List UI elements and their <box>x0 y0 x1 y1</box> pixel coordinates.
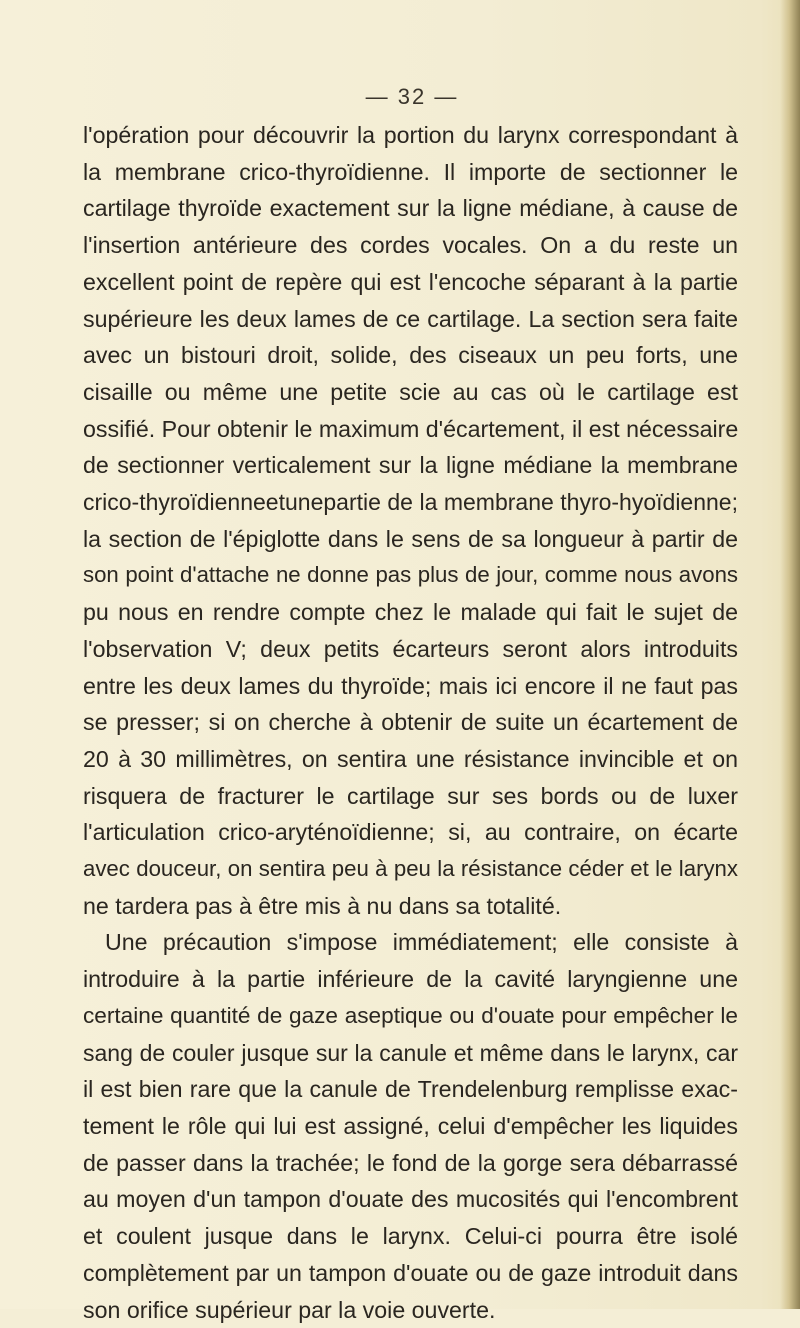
text-line: l'insertion antérieure des cordes vocales. On a du reste un <box>83 227 738 264</box>
text-line: son orifice supérieur par la voie ouverte. <box>83 1292 738 1328</box>
text-line: tement le rôle qui lui est assigné, celui d'empêcher les liquides <box>83 1108 738 1145</box>
text-line: l'observation V; deux petits écarteurs seront alors introduits <box>83 631 738 668</box>
text-line: ne tardera pas à être mis à nu dans sa totalité. <box>83 888 738 925</box>
paragraph <box>83 117 738 924</box>
page-edge-shadow <box>780 0 800 1309</box>
text-line: avec un bistouri droit, solide, des ciseaux un peu forts, une <box>83 337 738 374</box>
text-line: l'opération pour découvrir la portion du larynx correspondant à <box>83 117 738 154</box>
text-line: cisaille ou même une petite scie au cas où le cartilage est <box>83 374 738 411</box>
text-line: cartilage thyroïde exactement sur la ligne médiane, à cause de <box>83 190 738 227</box>
text-line: avec douceur, on sentira peu à peu la résistance céder et le larynx <box>83 851 738 888</box>
text-line: excellent point de repère qui est l'encoche séparant à la partie <box>83 264 738 301</box>
text-line: de sectionner verticalement sur la ligne médiane la membrane <box>83 447 738 484</box>
text-line: pu nous en rendre compte chez le malade qui fait le sujet de <box>83 594 738 631</box>
text-line: Une précaution s'impose immédiatement; elle consiste à <box>83 924 738 961</box>
text-line: son point d'attache ne donne pas plus de jour, comme nous avons <box>83 557 738 594</box>
text-line: et coulent jusque dans le larynx. Celui-ci pourra être isolé <box>83 1218 738 1255</box>
text-line: sang de couler jusque sur la canule et même dans le larynx, car <box>83 1035 738 1072</box>
page-number: — 32 — <box>12 84 800 110</box>
text-line: introduire à la partie inférieure de la cavité laryngienne une <box>83 961 738 998</box>
text-line: l'articulation crico-aryténoïdienne; si, au contraire, on écarte <box>83 814 738 851</box>
body-text <box>83 117 738 1328</box>
text-line: la membrane crico-thyroïdienne. Il importe de sectionner le <box>83 154 738 191</box>
text-line: ossifié. Pour obtenir le maximum d'écartement, il est nécessaire <box>83 411 738 448</box>
text-line: supérieure les deux lames de ce cartilage. La section sera faite <box>83 301 738 338</box>
text-line: il est bien rare que la canule de Trendelenburg remplisse exac- <box>83 1071 738 1108</box>
text-line: au moyen d'un tampon d'ouate des mucosités qui l'encombrent <box>83 1181 738 1218</box>
text-line: risquera de fracturer le cartilage sur ses bords ou de luxer <box>83 778 738 815</box>
text-line: 20 à 30 millimètres, on sentira une résistance invincible et on <box>83 741 738 778</box>
text-line: la section de l'épiglotte dans le sens de sa longueur à partir de <box>83 521 738 558</box>
text-line: complètement par un tampon d'ouate ou de gaze introduit dans <box>83 1255 738 1292</box>
text-line: certaine quantité de gaze aseptique ou d'ouate pour empêcher le <box>83 998 738 1035</box>
text-line: de passer dans la trachée; le fond de la gorge sera débarrassé <box>83 1145 738 1182</box>
text-line: se presser; si on cherche à obtenir de suite un écartement de <box>83 704 738 741</box>
text-line: crico-thyroïdienneetunepartie de la membrane thyro-hyoïdienne; <box>83 484 738 521</box>
paragraph <box>83 924 738 1328</box>
text-line: entre les deux lames du thyroïde; mais ici encore il ne faut pas <box>83 668 738 705</box>
